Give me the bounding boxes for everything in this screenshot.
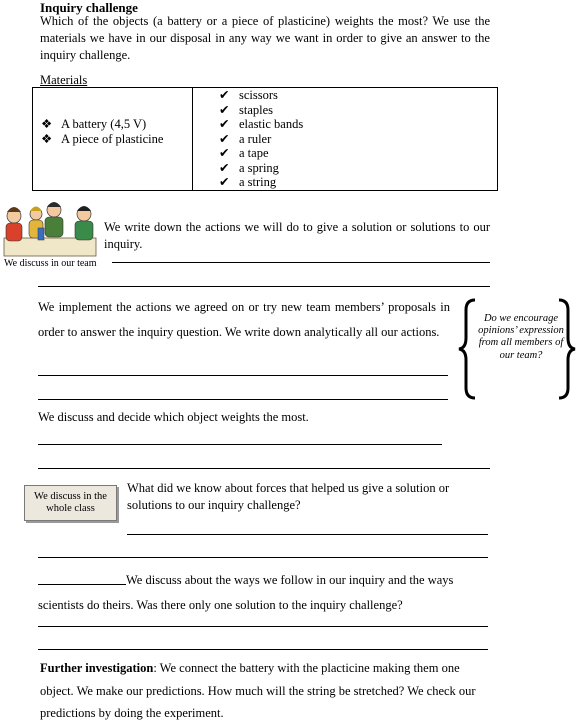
answer-line — [38, 626, 488, 627]
tool-item — [219, 103, 497, 118]
tool-label: a spring — [239, 160, 279, 175]
object-item — [41, 117, 192, 132]
tools-list — [193, 88, 497, 190]
tool-item — [219, 161, 497, 176]
tools-cell — [193, 88, 498, 191]
materials-table — [32, 87, 498, 191]
answer-line — [127, 534, 488, 535]
tool-label: elastic bands — [239, 117, 304, 131]
ways-section — [38, 568, 490, 618]
left-brace-icon — [457, 298, 479, 400]
team-discussion-illustration — [0, 198, 100, 258]
object-label: A battery (4,5 V) — [61, 117, 147, 131]
materials-heading: Materials — [40, 73, 88, 87]
further-investigation — [40, 657, 490, 725]
diamond-bullet-icon: ❖ — [41, 131, 53, 146]
answer-line — [38, 375, 448, 376]
answer-line — [38, 399, 448, 400]
object-label: A piece of plasticine — [61, 131, 164, 146]
page-title: Inquiry challenge — [40, 0, 138, 15]
answer-line — [38, 572, 126, 585]
tool-label: staples — [239, 102, 274, 117]
check-icon: ✔ — [219, 88, 230, 102]
object-item — [41, 132, 192, 147]
answer-line — [112, 262, 490, 263]
check-icon: ✔ — [219, 117, 230, 131]
tool-label: a string — [239, 175, 277, 189]
whole-class-label: We discuss in the whole class — [24, 485, 117, 521]
decide-text: We discuss and decide which object weights the most. — [38, 410, 309, 424]
diamond-bullet-icon: ❖ — [41, 117, 53, 131]
check-icon: ✔ — [219, 160, 230, 175]
tool-label: scissors — [239, 88, 278, 102]
answer-line — [38, 468, 490, 469]
further-text: : We connect the battery with the placticine making them one object. We make our predictions. How much will the string be stretched? We check our predictions by doing the experiment. — [40, 661, 476, 720]
class-prompt: What did we know about forces that helped us give a solution or solutions to our inquiry challenge? — [127, 481, 450, 512]
answer-line — [38, 649, 488, 650]
objects-cell — [33, 88, 193, 191]
implement-text: We implement the actions we agreed on or try new team members’ proposals in order to answer the inquiry question. We write down analytically all our actions. — [38, 300, 450, 339]
further-label: Further investigation — [40, 661, 154, 675]
check-icon: ✔ — [219, 146, 230, 160]
answer-line — [38, 286, 490, 287]
tool-item — [219, 146, 497, 161]
tool-label: a ruler — [239, 131, 272, 146]
objects-list — [33, 88, 192, 146]
check-icon: ✔ — [219, 131, 230, 146]
team-reflection-note: Do we encourage opinions’ expression from all members of our team? — [478, 313, 564, 361]
tool-item — [219, 117, 497, 132]
ways-text: We discuss about the ways we follow in our inquiry and the ways scientists do theirs. Was there only one solution to the inquiry challenge? — [38, 573, 454, 612]
team-prompt: We write down the actions we will do to give a solution or solutions to our inquiry. — [104, 220, 490, 251]
check-icon: ✔ — [219, 102, 230, 117]
check-icon: ✔ — [219, 175, 230, 189]
intro-text: Which of the objects (a battery or a piece of plasticine) weights the most? We use the materials we have in our disposal in any way we want in order to give an answer to the inquiry challenge. — [40, 14, 490, 62]
answer-line — [38, 557, 488, 558]
tool-label: a tape — [239, 146, 269, 160]
answer-line — [38, 444, 442, 445]
tool-item — [219, 88, 497, 103]
tool-item — [219, 132, 497, 147]
tool-item — [219, 175, 497, 190]
team-caption: We discuss in our team — [4, 258, 97, 269]
